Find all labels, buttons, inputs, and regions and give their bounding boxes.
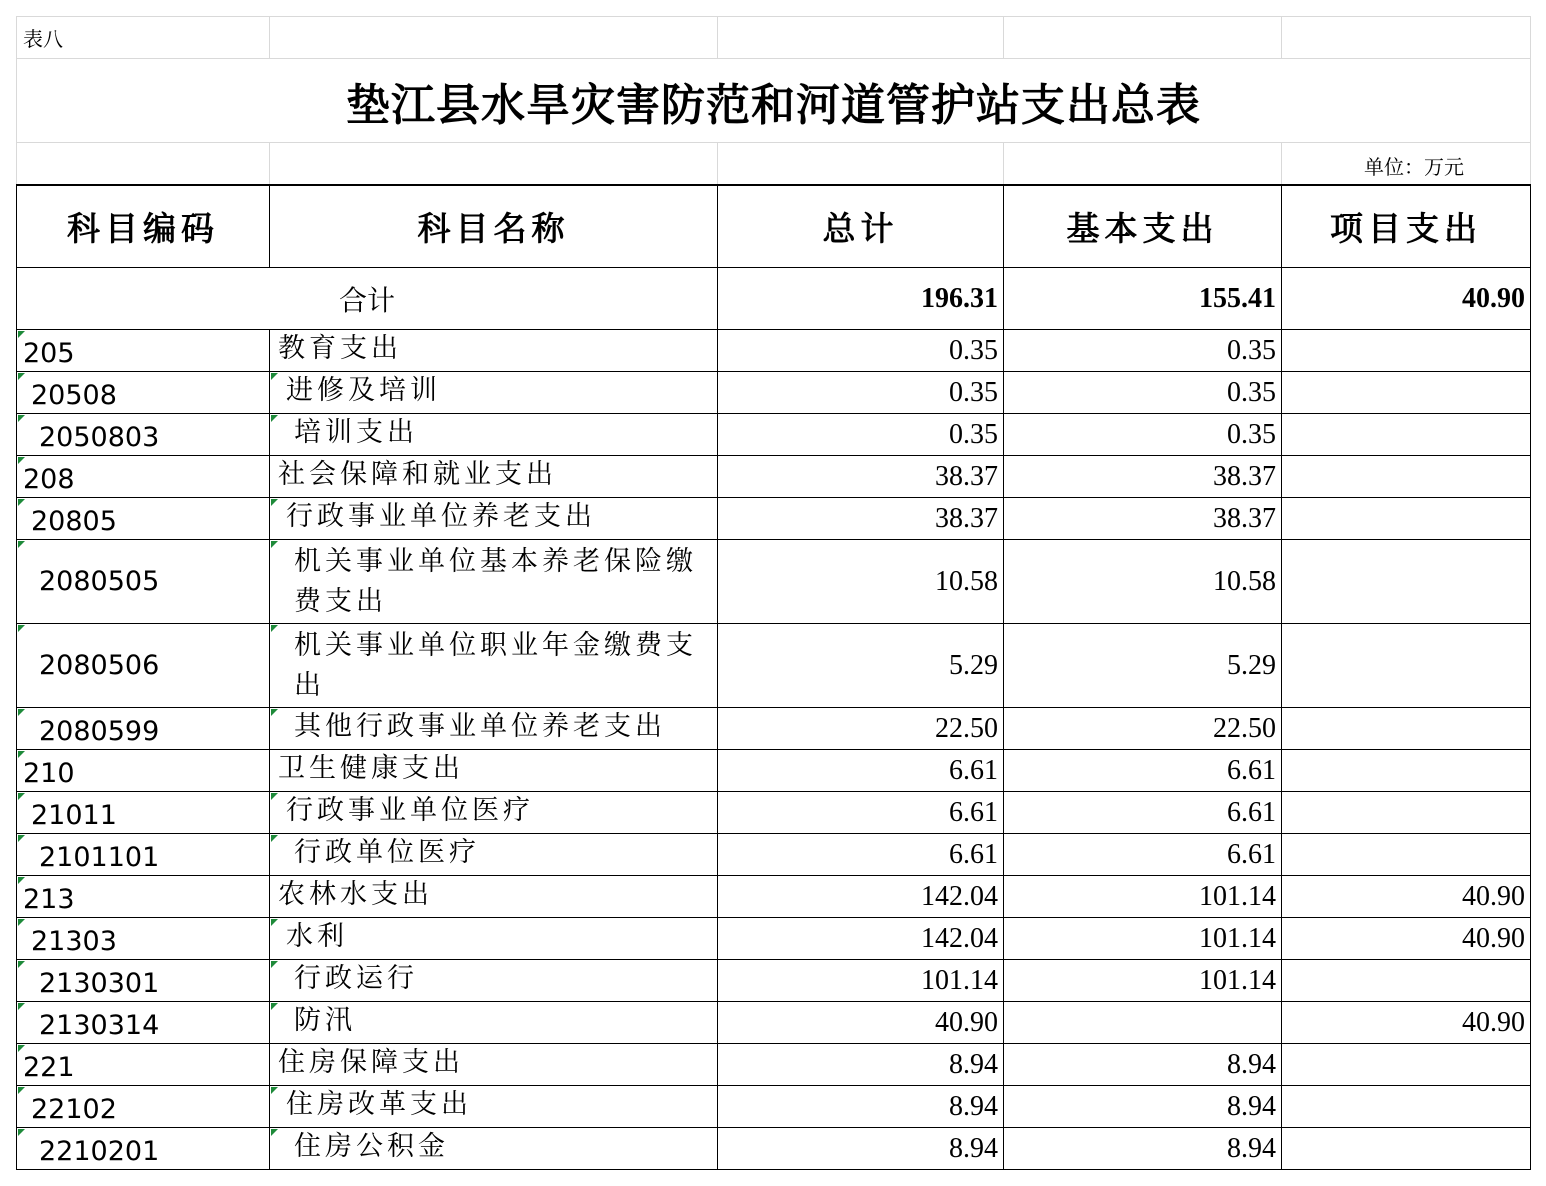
header-total[interactable]: 总计: [718, 184, 1004, 268]
total-cell[interactable]: 22.50: [718, 708, 1004, 750]
name-cell[interactable]: 行政运行: [270, 960, 718, 1002]
project-cell[interactable]: [1282, 372, 1531, 414]
table-row: [16, 624, 1531, 708]
empty-cell[interactable]: [1004, 16, 1282, 58]
project-cell[interactable]: 40.90: [1282, 876, 1531, 918]
code-cell[interactable]: 205: [16, 330, 270, 372]
header-project[interactable]: 项目支出: [1282, 184, 1531, 268]
code-cell[interactable]: 22102: [16, 1086, 270, 1128]
table-row: [16, 1044, 1531, 1086]
name-cell[interactable]: 水利: [270, 918, 718, 960]
table-row: [16, 456, 1531, 498]
basic-cell[interactable]: 0.35: [1004, 372, 1282, 414]
project-cell[interactable]: [1282, 750, 1531, 792]
name-cell[interactable]: 行政单位医疗: [270, 834, 718, 876]
basic-cell[interactable]: 8.94: [1004, 1086, 1282, 1128]
basic-cell[interactable]: 6.61: [1004, 834, 1282, 876]
project-cell[interactable]: [1282, 792, 1531, 834]
code-cell[interactable]: 210: [16, 750, 270, 792]
empty-cell[interactable]: [1004, 142, 1282, 184]
empty-cell[interactable]: [16, 142, 270, 184]
basic-cell[interactable]: 0.35: [1004, 330, 1282, 372]
basic-cell[interactable]: 6.61: [1004, 792, 1282, 834]
code-cell[interactable]: 221: [16, 1044, 270, 1086]
tag-row: [16, 16, 1531, 58]
sum-basic[interactable]: 155.41: [1004, 268, 1282, 330]
total-cell[interactable]: 40.90: [718, 1002, 1004, 1044]
name-cell[interactable]: 行政事业单位医疗: [270, 792, 718, 834]
total-cell[interactable]: 8.94: [718, 1044, 1004, 1086]
basic-cell[interactable]: 101.14: [1004, 876, 1282, 918]
basic-cell[interactable]: 22.50: [1004, 708, 1282, 750]
empty-cell[interactable]: [1282, 16, 1531, 58]
code-cell[interactable]: 213: [16, 876, 270, 918]
name-cell[interactable]: 培训支出: [270, 414, 718, 456]
name-cell[interactable]: 住房公积金: [270, 1128, 718, 1170]
table-row: [16, 960, 1531, 1002]
header-code[interactable]: 科目编码: [16, 184, 270, 268]
basic-cell[interactable]: 8.94: [1004, 1128, 1282, 1170]
page-title: 垫江县水旱灾害防范和河道管护站支出总表: [346, 79, 1201, 131]
basic-cell[interactable]: 101.14: [1004, 918, 1282, 960]
code-cell[interactable]: 2050803: [16, 414, 270, 456]
basic-cell[interactable]: 8.94: [1004, 1044, 1282, 1086]
table-row: [16, 330, 1531, 372]
sum-project[interactable]: 40.90: [1282, 268, 1531, 330]
total-cell[interactable]: 6.61: [718, 792, 1004, 834]
unit-label: 单位：万元: [1364, 155, 1464, 179]
basic-cell[interactable]: 101.14: [1004, 960, 1282, 1002]
table-row: [16, 414, 1531, 456]
basic-cell[interactable]: 5.29: [1004, 624, 1282, 708]
table-row: [16, 540, 1531, 624]
code-cell[interactable]: 2130301: [16, 960, 270, 1002]
empty-cell[interactable]: [718, 16, 1004, 58]
table-row: [16, 498, 1531, 540]
table-row: [16, 1086, 1531, 1128]
code-cell[interactable]: 2080506: [16, 624, 270, 708]
project-cell[interactable]: [1282, 414, 1531, 456]
total-cell[interactable]: 0.35: [718, 414, 1004, 456]
project-cell[interactable]: [1282, 1086, 1531, 1128]
name-cell[interactable]: 其他行政事业单位养老支出: [270, 708, 718, 750]
code-cell[interactable]: 20508: [16, 372, 270, 414]
project-cell[interactable]: [1282, 624, 1531, 708]
spreadsheet: [16, 16, 1531, 1170]
project-cell[interactable]: [1282, 330, 1531, 372]
project-cell[interactable]: [1282, 834, 1531, 876]
table-header: [16, 184, 1531, 268]
name-cell[interactable]: 住房改革支出: [270, 1086, 718, 1128]
total-cell[interactable]: 0.35: [718, 330, 1004, 372]
title-row: [16, 58, 1531, 142]
basic-cell[interactable]: 38.37: [1004, 456, 1282, 498]
name-cell[interactable]: 住房保障支出: [270, 1044, 718, 1086]
unit-row: [16, 142, 1531, 184]
table-row: [16, 876, 1531, 918]
sum-row: [16, 268, 1531, 330]
project-cell[interactable]: 40.90: [1282, 918, 1531, 960]
table-row: [16, 1002, 1531, 1044]
code-cell[interactable]: 2130314: [16, 1002, 270, 1044]
header-name[interactable]: 科目名称: [270, 184, 718, 268]
table-row: [16, 708, 1531, 750]
total-cell[interactable]: 38.37: [718, 456, 1004, 498]
table-row: [16, 918, 1531, 960]
name-cell[interactable]: 防汛: [270, 1002, 718, 1044]
name-cell[interactable]: 机关事业单位基本养老保险缴费支出: [270, 540, 718, 624]
expense-table: [16, 184, 1531, 1170]
project-cell[interactable]: [1282, 960, 1531, 1002]
total-cell[interactable]: 5.29: [718, 624, 1004, 708]
code-cell[interactable]: 2101101: [16, 834, 270, 876]
total-cell[interactable]: 10.58: [718, 540, 1004, 624]
sum-total[interactable]: 196.31: [718, 268, 1004, 330]
total-cell[interactable]: 38.37: [718, 498, 1004, 540]
header-basic[interactable]: 基本支出: [1004, 184, 1282, 268]
basic-cell[interactable]: [1004, 1002, 1282, 1044]
basic-cell[interactable]: 10.58: [1004, 540, 1282, 624]
table-row: [16, 792, 1531, 834]
name-cell[interactable]: 农林水支出: [270, 876, 718, 918]
total-cell[interactable]: 101.14: [718, 960, 1004, 1002]
name-cell[interactable]: 社会保障和就业支出: [270, 456, 718, 498]
table-row: [16, 834, 1531, 876]
name-cell[interactable]: 机关事业单位职业年金缴费支出: [270, 624, 718, 708]
empty-cell[interactable]: [718, 142, 1004, 184]
name-cell[interactable]: 卫生健康支出: [270, 750, 718, 792]
empty-cell[interactable]: [270, 142, 718, 184]
basic-cell[interactable]: 6.61: [1004, 750, 1282, 792]
table-row: [16, 1128, 1531, 1170]
total-cell[interactable]: 0.35: [718, 372, 1004, 414]
name-cell[interactable]: 教育支出: [270, 330, 718, 372]
total-cell[interactable]: 6.61: [718, 834, 1004, 876]
code-cell[interactable]: 2080505: [16, 540, 270, 624]
code-cell[interactable]: 2080599: [16, 708, 270, 750]
name-cell[interactable]: 行政事业单位养老支出: [270, 498, 718, 540]
sheet-tag-cell[interactable]: [16, 16, 270, 58]
total-cell[interactable]: 8.94: [718, 1128, 1004, 1170]
project-cell[interactable]: 40.90: [1282, 1002, 1531, 1044]
total-cell[interactable]: 8.94: [718, 1086, 1004, 1128]
code-cell[interactable]: 20805: [16, 498, 270, 540]
code-cell[interactable]: 21303: [16, 918, 270, 960]
name-cell[interactable]: 进修及培训: [270, 372, 718, 414]
code-cell[interactable]: 21011: [16, 792, 270, 834]
project-cell[interactable]: [1282, 540, 1531, 624]
table-row: [16, 372, 1531, 414]
code-cell[interactable]: 2210201: [16, 1128, 270, 1170]
total-cell[interactable]: 142.04: [718, 918, 1004, 960]
empty-cell[interactable]: [270, 16, 718, 58]
code-cell[interactable]: 208: [16, 456, 270, 498]
table-row: [16, 750, 1531, 792]
project-cell[interactable]: [1282, 1128, 1531, 1170]
sum-label[interactable]: 合计: [16, 268, 718, 330]
project-cell[interactable]: [1282, 1044, 1531, 1086]
basic-cell[interactable]: 38.37: [1004, 498, 1282, 540]
project-cell[interactable]: [1282, 456, 1531, 498]
unit-cell[interactable]: [1282, 142, 1531, 184]
project-cell[interactable]: [1282, 708, 1531, 750]
project-cell[interactable]: [1282, 498, 1531, 540]
total-cell[interactable]: 142.04: [718, 876, 1004, 918]
basic-cell[interactable]: 0.35: [1004, 414, 1282, 456]
total-cell[interactable]: 6.61: [718, 750, 1004, 792]
sheet-tag: 表八: [23, 27, 63, 51]
